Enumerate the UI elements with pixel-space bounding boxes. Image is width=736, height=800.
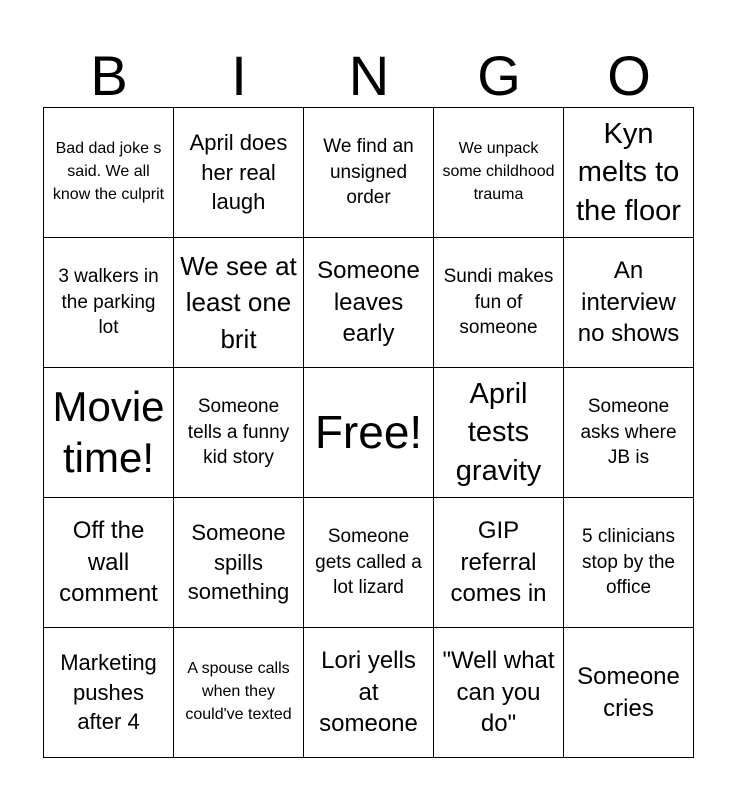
bingo-cell[interactable]: Bad dad joke s said. We all know the culprit (44, 108, 174, 238)
bingo-cell[interactable]: We find an unsigned order (304, 108, 434, 238)
bingo-cell[interactable]: Movie time! (44, 368, 174, 498)
bingo-board (43, 107, 694, 758)
header-letter-i: I (231, 44, 247, 107)
bingo-header (44, 44, 694, 108)
bingo-cell[interactable]: Someone cries (564, 628, 694, 758)
bingo-cell[interactable]: A spouse calls when they could've texted (174, 628, 304, 758)
bingo-cell[interactable]: Someone leaves early (304, 238, 434, 368)
bingo-cell[interactable]: Someone gets called a lot lizard (304, 498, 434, 628)
bingo-cell[interactable]: Kyn melts to the floor (564, 108, 694, 238)
bingo-cell[interactable]: Marketing pushes after 4 (44, 628, 174, 758)
bingo-cell[interactable]: We see at least one brit (174, 238, 304, 368)
bingo-cell[interactable]: Sundi makes fun of someone (434, 238, 564, 368)
bingo-cell[interactable]: Someone tells a funny kid story (174, 368, 304, 498)
bingo-cell[interactable]: "Well what can you do" (434, 628, 564, 758)
header-letter-o: O (607, 44, 651, 107)
free-space-cell[interactable]: Free! (304, 368, 434, 498)
bingo-cell[interactable]: GIP referral comes in (434, 498, 564, 628)
header-letter-g: G (477, 44, 521, 107)
bingo-cell[interactable]: Lori yells at someone (304, 628, 434, 758)
bingo-cell[interactable]: An interview no shows (564, 238, 694, 368)
bingo-cell[interactable]: Someone spills something (174, 498, 304, 628)
bingo-cell[interactable]: 5 clinicians stop by the office (564, 498, 694, 628)
bingo-cell[interactable]: April does her real laugh (174, 108, 304, 238)
header-letter-b: B (90, 44, 128, 107)
bingo-cell[interactable]: Someone asks where JB is (564, 368, 694, 498)
bingo-cell[interactable]: 3 walkers in the parking lot (44, 238, 174, 368)
bingo-cell[interactable]: April tests gravity (434, 368, 564, 498)
bingo-cell[interactable]: We unpack some childhood trauma (434, 108, 564, 238)
header-letter-n: N (348, 44, 390, 107)
bingo-cell[interactable]: Off the wall comment (44, 498, 174, 628)
